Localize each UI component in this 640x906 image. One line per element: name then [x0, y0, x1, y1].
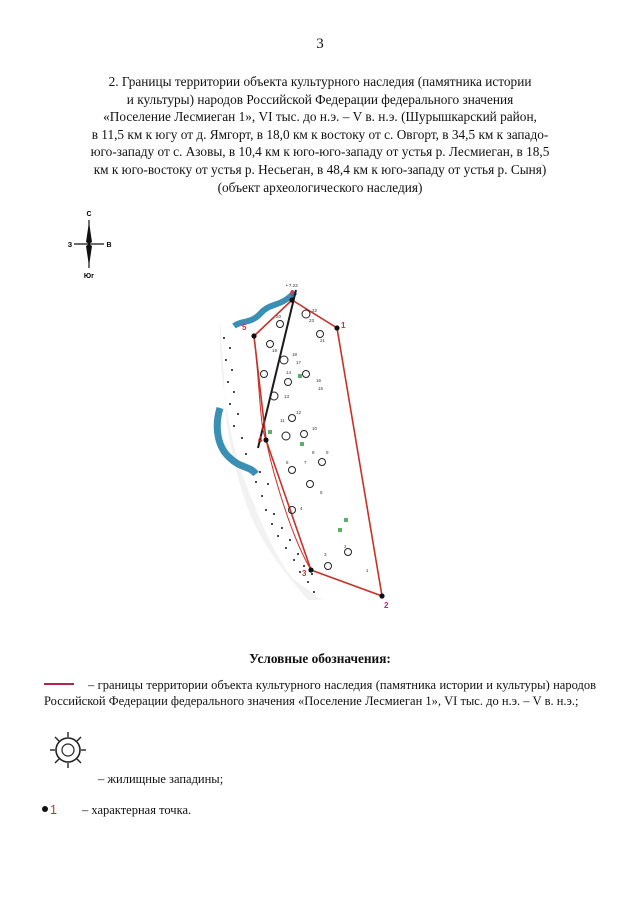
elevation-mark: • 7.23	[286, 283, 298, 288]
heading-line: км к юго-востоку от устья р. Несьеган, в 48,4 км к юго-западу от устья р. Сыня)	[93, 161, 547, 177]
legend-point-item	[42, 803, 602, 818]
pit-number: 18	[292, 352, 298, 357]
point-label-4: 4	[258, 435, 263, 444]
river	[234, 292, 295, 326]
pit-number: 11	[280, 418, 285, 423]
compass-north-label: С	[86, 211, 92, 218]
legend-point-number: 1	[50, 803, 57, 817]
heading-line: и культуры) народов Российской Федерации федерального значения	[126, 91, 514, 107]
point-label-3: 3	[302, 569, 307, 578]
document-heading	[40, 73, 600, 196]
site-plan-map	[200, 278, 415, 614]
pit-number: 21	[320, 338, 326, 343]
river-inlet	[217, 408, 256, 474]
compass-rose-icon	[60, 208, 118, 284]
legend-title: Условные обозначения:	[249, 651, 391, 666]
legend-boundary-text: – границы территории объекта культурного наследия (памятника истории и культуры) народов Российской Федерации федерального значения «Поселение Лесмиеган 1», VI тыс. до н.э. – V в. н.э.;	[44, 678, 596, 708]
heading-line: юго-западу от с. Азовы, в 10,4 км к юго-юго-западу от устья р. Лесмиеган, в 18,5	[90, 144, 550, 160]
boundary-line-swatch	[44, 683, 74, 685]
pit-number: 3	[324, 552, 327, 557]
pit-number: 4	[300, 506, 303, 511]
legend-dwelling-text: – жилищные западины;	[98, 772, 224, 786]
point-label-2: 2	[384, 601, 389, 610]
legend-dwelling-item	[44, 726, 604, 790]
heading-line: 2. Границы территории объекта культурного наследия (памятника истории	[108, 74, 532, 89]
point-label-6: 6	[290, 289, 295, 298]
point-label-5: 5	[242, 323, 247, 332]
heading-line: в 11,5 км к югу от д. Ямгорт, в 18,0 км к востоку от с. Овгорт, в 34,5 км к западо-	[91, 126, 549, 142]
heading-line: «Поселение Лесмиеган 1», VI тыс. до н.э. – V в. н.э. (Шурышкарский район,	[103, 109, 537, 125]
pit-number: 19	[272, 348, 278, 353]
compass-south-label: Юг	[83, 273, 95, 280]
heading-line: (объект археологического наследия)	[217, 179, 423, 195]
compass-west-label: З	[67, 242, 73, 249]
pit-number: 15	[318, 386, 324, 391]
pit-number: 20	[276, 314, 282, 319]
pit-number: 12	[296, 410, 302, 415]
pit-number: 1	[366, 568, 369, 573]
pit-number: 7	[304, 460, 307, 465]
pit-number: 8	[312, 450, 315, 455]
pit-number: 14	[286, 370, 292, 375]
pit-number: 22	[312, 308, 318, 313]
characteristic-points	[251, 297, 384, 598]
pit-number: 6	[286, 460, 289, 465]
pit-number: 13	[284, 394, 290, 399]
page-number: 3	[316, 36, 324, 52]
survey-marks	[268, 374, 348, 532]
dwelling-pit-icon	[44, 726, 92, 774]
compass-east-label: В	[106, 242, 112, 249]
legend-boundary-item	[44, 677, 596, 709]
pit-number: 16	[316, 378, 322, 383]
pit-number: 9	[326, 450, 329, 455]
characteristic-point-icon	[42, 806, 48, 812]
pit-number: 17	[296, 360, 302, 365]
point-label-1: 1	[341, 321, 346, 330]
legend-point-text: – характерная точка.	[82, 803, 192, 817]
pit-number: 2	[344, 544, 347, 549]
pit-number: 5	[320, 490, 323, 495]
pit-number: 23	[309, 318, 315, 323]
pit-number: 10	[312, 426, 318, 431]
